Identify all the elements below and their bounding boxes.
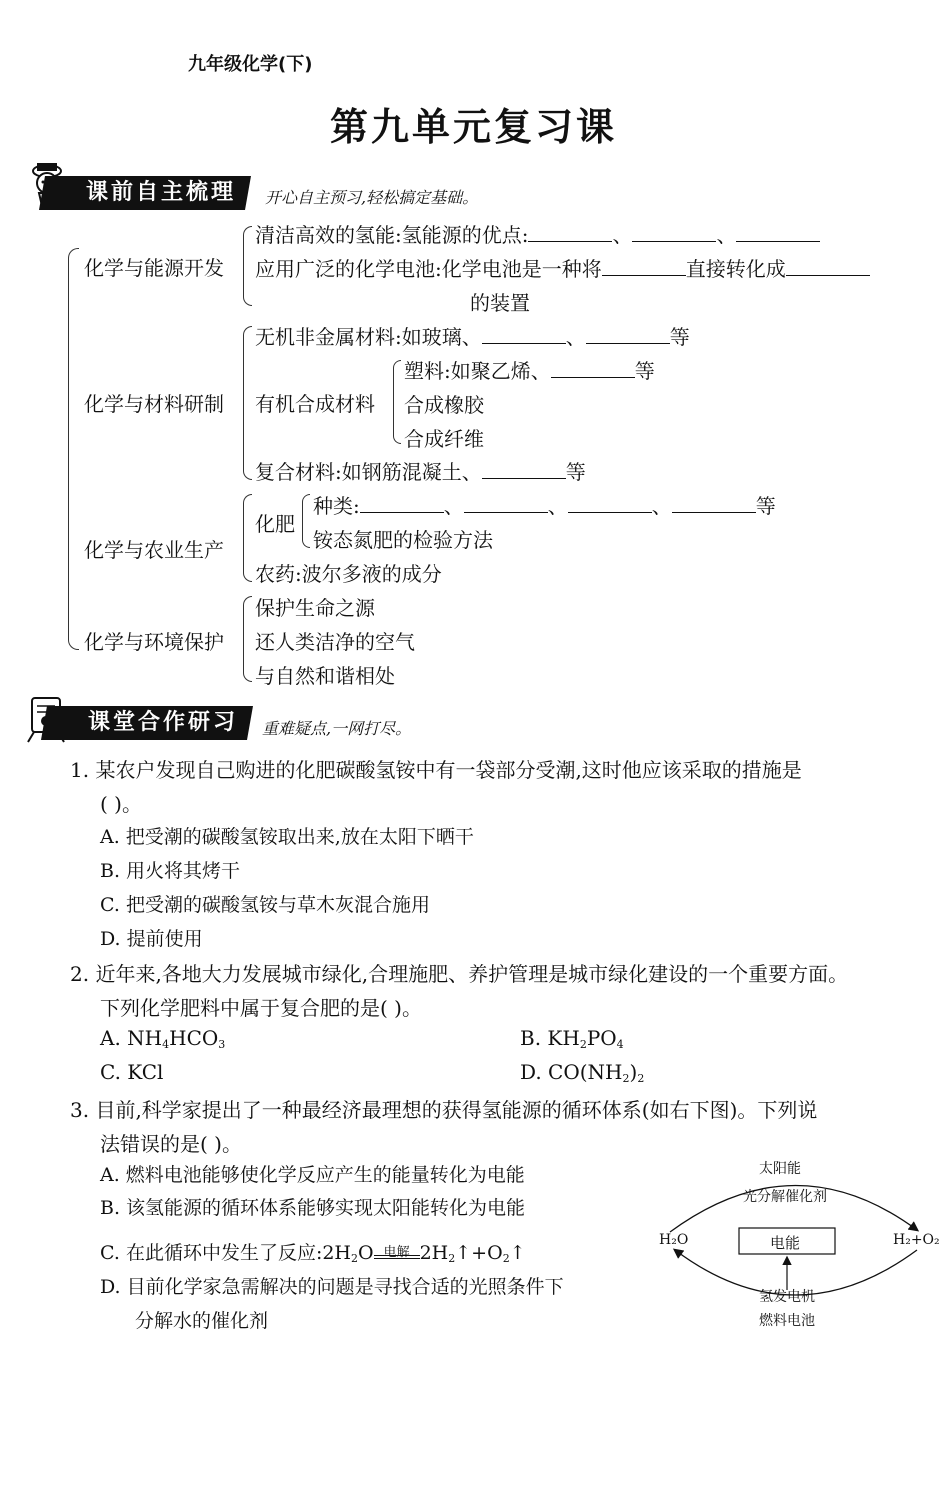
q1-option[interactable]: B. 用火将其烤干 (100, 860, 241, 882)
q2-stem-cont: 下列化学肥料中属于复合肥的是( )。 (100, 996, 422, 1020)
materials-organic-label: 有机合成材料 (255, 392, 375, 416)
q2-option-d[interactable]: D. $CO(NH_2)_2$ (520, 1060, 645, 1085)
env-brace (243, 596, 252, 682)
blank[interactable] (602, 257, 686, 276)
energy-label: 化学与能源开发 (84, 256, 224, 280)
q1-stem: 1. 某农户发现自己购进的化肥碳酸氢铵中有一袋部分受潮,这时他应该采取的措施是 (70, 758, 802, 782)
q2-option-a[interactable]: A. $NH_4HCO_3$ (100, 1026, 226, 1051)
blank[interactable] (736, 223, 820, 242)
diagram-fuel-cell: 燃料电池 (759, 1313, 815, 1329)
diagram-solar: 太阳能 (759, 1161, 801, 1177)
q1-option[interactable]: C. 把受潮的碳酸氢铵与草木灰混合施用 (100, 894, 430, 916)
diagram-generator: 氢发电机 (759, 1289, 815, 1305)
blank[interactable] (632, 223, 716, 242)
rubber-label: 合成橡胶 (404, 393, 484, 417)
materials-inorganic-row: 无机非金属材料:如玻璃、 、 等 (255, 325, 690, 349)
blank[interactable] (528, 223, 612, 242)
q2-stem: 2. 近年来,各地大力发展城市绿化,合理施肥、养护管理是城市绿化建设的一个重要方面。 (70, 962, 849, 986)
fertilizer-brace (302, 494, 310, 548)
reaction-condition: 电解 (383, 1245, 410, 1260)
organic-brace (393, 360, 401, 444)
blank[interactable] (551, 359, 635, 378)
blank[interactable] (586, 325, 670, 344)
fertilizer-label: 化肥 (255, 512, 295, 536)
q3-option-d-cont: 分解水的催化剂 (135, 1310, 269, 1332)
energy-hydrogen-row: 清洁高效的氢能:氢能源的优点: 、 、 (255, 219, 820, 248)
fertilizer-kinds-row: 种类: 、 、 、 等 (313, 494, 776, 518)
agri-brace (243, 494, 252, 582)
env-item: 还人类洁净的空气 (255, 630, 415, 654)
q3-option-c[interactable]: C. 在此循环中发生了反应$:2H_2O$ 电解 $2H_2↑+O_2↑$ (100, 1242, 526, 1265)
section-banner-preview: 课前自主梳理 (39, 176, 251, 210)
materials-brace (243, 326, 252, 480)
blank[interactable] (568, 494, 652, 513)
blank[interactable] (786, 257, 870, 276)
composite-row: 复合材料:如钢筋混凝土、 等 (255, 460, 586, 484)
blank[interactable] (482, 325, 566, 344)
blank[interactable] (360, 494, 444, 513)
q3-option-a[interactable]: A. 燃料电池能够使化学反应产生的能量转化为电能 (100, 1164, 525, 1186)
q3-stem-cont: 法错误的是( )。 (100, 1132, 242, 1156)
energy-battery-row: 应用广泛的化学电池:化学电池是一种将 直接转化成 (255, 253, 870, 282)
env-label: 化学与环境保护 (84, 630, 224, 654)
section-banner-class: 课堂合作研习 (41, 706, 253, 740)
pesticide-label: 农药:波尔多液的成分 (255, 562, 442, 586)
env-item: 与自然和谐相处 (255, 664, 395, 688)
q3-stem: 3. 目前,科学家提出了一种最经济最理想的获得氢能源的循环体系(如右下图)。下列说 (70, 1098, 818, 1122)
fiber-label: 合成纤维 (404, 427, 484, 451)
agri-label: 化学与农业生产 (84, 538, 224, 562)
page-title: 第九单元复习课 (330, 105, 618, 149)
energy-brace (243, 226, 252, 306)
q1-option[interactable]: A. 把受潮的碳酸氢铵取出来,放在太阳下晒干 (100, 826, 474, 848)
section-tagline-class: 重难疑点,一网打尽。 (262, 719, 412, 738)
diagram-water: H₂O (659, 1232, 689, 1248)
blank[interactable] (672, 494, 756, 513)
main-brace (68, 248, 79, 650)
plastic-row: 塑料:如聚乙烯、 等 (404, 359, 655, 383)
fertilizer-test-label: 铵态氮肥的检验方法 (313, 528, 493, 552)
blank[interactable] (482, 460, 566, 479)
q2-option-b[interactable]: B. $KH_2PO_4$ (520, 1026, 624, 1051)
q3-option-d[interactable]: D. 目前化学家急需解决的问题是寻找合适的光照条件下 (100, 1276, 564, 1298)
materials-label: 化学与材料研制 (84, 392, 224, 416)
hydrogen-cycle-diagram (655, 1150, 945, 1330)
section-tagline-preview: 开心自主预习,轻松搞定基础。 (265, 188, 479, 207)
q1-option[interactable]: D. 提前使用 (100, 928, 203, 950)
energy-battery-end: 的装置 (470, 291, 530, 315)
q1-stem-cont: ( )。 (100, 792, 142, 816)
env-item: 保护生命之源 (255, 596, 375, 620)
blank[interactable] (464, 494, 548, 513)
q2-option-c[interactable]: C. KCl (100, 1060, 164, 1084)
diagram-products: H₂+O₂ (893, 1232, 940, 1248)
diagram-power: 电能 (770, 1234, 801, 1252)
q3-option-b[interactable]: B. 该氢能源的循环体系能够实现太阳能转化为电能 (100, 1197, 526, 1219)
grade-label: 九年级化学(下) (188, 54, 313, 75)
diagram-catalyst: 光分解催化剂 (743, 1189, 827, 1205)
